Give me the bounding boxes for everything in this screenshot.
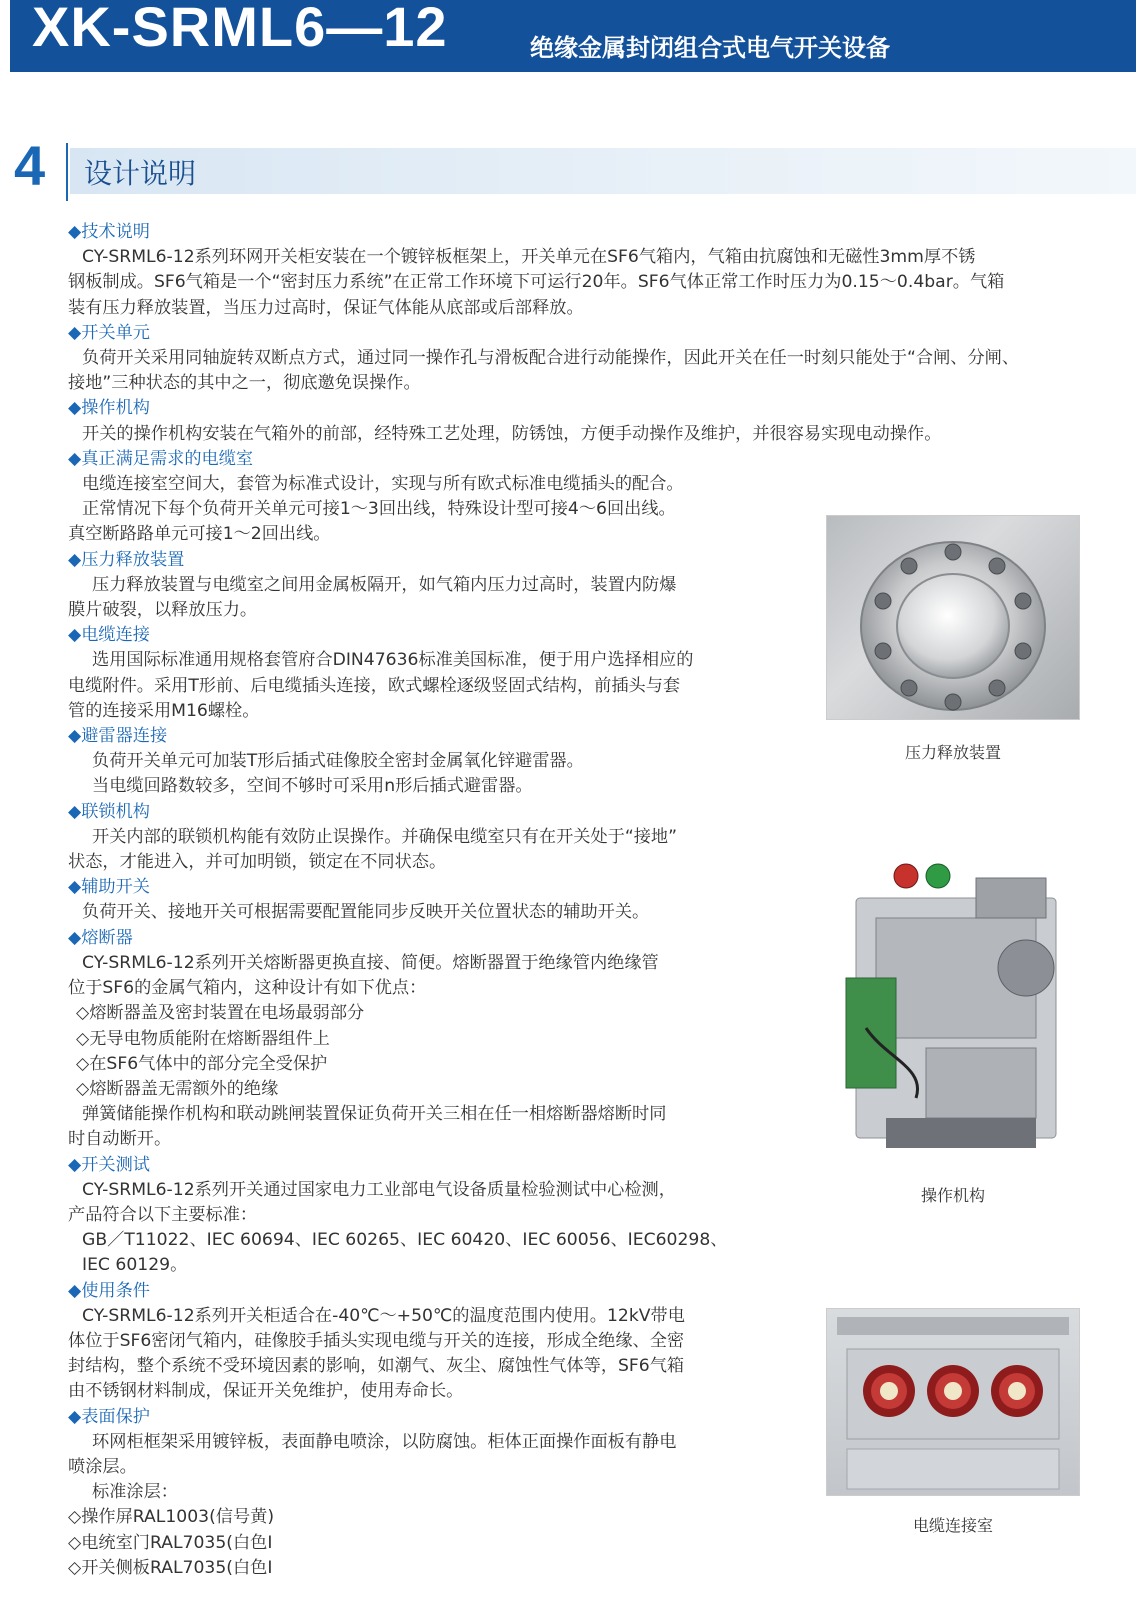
list-item: ◇操作屏RAL1003(信号黄) [68, 1507, 275, 1528]
paragraph-line: 由不锈钢材料制成，保证开关免维护，使用寿命长。 [68, 1381, 464, 1402]
heading-surface: ◆表面保护 [68, 1406, 150, 1427]
heading-interlock: ◆联锁机构 [68, 801, 150, 822]
paragraph-line: 管的连接采用M16螺栓。 [68, 700, 260, 721]
list-item: ◇熔断器盖无需额外的绝缘 [76, 1078, 279, 1099]
paragraph-line: CY-SRML6-12系列环网开关柜安装在一个镀锌板框架上，开关单元在SF6气箱内，气箱由抗腐蚀和无磁性3mm厚不锈 [82, 247, 976, 268]
product-model: XK-SRML6—12 [32, 0, 448, 58]
section-number: 4 [14, 134, 46, 197]
paragraph-line: 接地”三种状态的其中之一，彻底邀免误操作。 [68, 373, 421, 394]
figure-caption: 操作机构 [920, 1186, 985, 1205]
paragraph-line: 选用国际标准通用规格套管府合DIN47636标准美国标准，便于用户选择相应的 [92, 650, 694, 671]
list-item: ◇电统室门RAL7035(白色I [68, 1532, 273, 1553]
list-item: ◇在SF6气体中的部分完全受保护 [76, 1053, 328, 1074]
paragraph-line: 负荷开关单元可加装T形后插式硅像胶全密封金属氧化锌避雷器。 [92, 751, 584, 772]
paragraph-line: IEC 60129。 [82, 1255, 188, 1276]
paragraph-line: 喷涂层。 [68, 1456, 137, 1477]
section-bar [70, 148, 1136, 194]
paragraph-line: 开关内部的联锁机构能有效防止误操作。并确保电缆室只有在开关处于“接地” [92, 826, 677, 847]
figure-caption: 电缆连接室 [912, 1516, 993, 1535]
heading-switch-unit: ◆开关单元 [68, 322, 150, 343]
figure-caption: 压力释放装置 [904, 743, 1001, 762]
paragraph-line: 产品符合以下主要标准： [68, 1204, 258, 1225]
cable-room-photo [826, 1308, 1080, 1496]
heading-cable-room: ◆真正满足需求的电缆室 [68, 448, 254, 469]
paragraph-line: 当电缆回路数较多，空间不够时可采用n形后插式避雷器。 [92, 776, 533, 797]
content-column [68, 220, 1020, 1581]
paragraph-line: GB／T11022、IEC 60694、IEC 60265、IEC 60420、IEC 60056、IEC60298、 [82, 1230, 728, 1251]
paragraph-line: 封结构，整个系统不受环境因素的影响，如潮气、灰尘、腐蚀性气体等，SF6气箱 [68, 1356, 685, 1377]
paragraph-line: 钢板制成。SF6气箱是一个“密封压力系统”在正常工作环境下可运行20年。SF6气体正常工作时压力为0.15～0.4bar。气箱 [68, 272, 1005, 293]
paragraph-line: CY-SRML6-12系列开关柜适合在-40℃～+50℃的温度范围内使用。12kV带电 [82, 1305, 685, 1326]
paragraph-line: 标准涂层： [92, 1482, 178, 1503]
paragraph-line: 体位于SF6密闭气箱内，硅像胶手插头实现电缆与开关的连接，形成全绝缘、全密 [68, 1330, 685, 1351]
pressure-relief-photo [826, 515, 1080, 720]
paragraph-line: 负荷开关采用同轴旋转双断点方式，通过同一操作孔与滑板配合进行动能操作，因此开关在任一时刻只能处于“合闸、分闸、 [82, 348, 1020, 369]
heading-conditions: ◆使用条件 [68, 1280, 150, 1301]
paragraph-line: 状态，才能进入，并可加明锁，锁定在不同状态。 [68, 852, 447, 873]
paragraph-line: 正常情况下每个负荷开关单元可接1～3回出线，特殊设计型可接4～6回出线。 [82, 499, 676, 520]
paragraph-line: 开关的操作机构安装在气箱外的前部，经特殊工艺处理，防锈蚀，方便手动操作及维护，并很容易实现电动操作。 [82, 423, 942, 444]
paragraph-line: 膜片破裂，以释放压力。 [68, 600, 258, 621]
page-header [10, 0, 1136, 72]
product-subtitle: 绝缘金属封闭组合式电气开关设备 [530, 34, 890, 62]
paragraph-line: 弹簧储能操作机构和联动跳闸装置保证负荷开关三相在任一相熔断器熔断时同 [82, 1104, 667, 1125]
paragraph-line: 电缆连接室空间大，套管为标准式设计，实现与所有欧式标准电缆插头的配合。 [82, 474, 684, 495]
heading-arrester: ◆避雷器连接 [68, 726, 168, 747]
paragraph-line: CY-SRML6-12系列开关通过国家电力工业部电气设备质量检验测试中心检测， [82, 1179, 676, 1200]
heading-tech: ◆技术说明 [68, 222, 150, 242]
paragraph-line: 位于SF6的金属气箱内，这种设计有如下优点： [68, 978, 427, 999]
paragraph-line: 压力释放装置与电缆室之间用金属板隔开，如气箱内压力过高时，装置内防爆 [92, 574, 677, 595]
section-title: 设计说明 [84, 157, 197, 190]
paragraph-line: 电缆附件。采用T形前、后电缆插头连接，欧式螺栓逐级竖固式结构，前插头与套 [68, 675, 681, 696]
heading-testing: ◆开关测试 [68, 1154, 150, 1175]
heading-cable-connection: ◆电缆连接 [68, 625, 150, 646]
paragraph-line: 装有压力释放装置，当压力过高时，保证气体能从底部或后部释放。 [68, 297, 584, 318]
heading-mechanism: ◆操作机构 [68, 398, 150, 419]
list-item: ◇熔断器盖及密封装置在电场最弱部分 [76, 1003, 365, 1024]
heading-aux-switch: ◆辅助开关 [68, 877, 150, 898]
list-item: ◇开关侧板RAL7035(白色I [68, 1557, 273, 1578]
paragraph-line: 负荷开关、接地开关可根据需要配置能同步反映开关位置状态的辅助开关。 [82, 902, 650, 923]
list-item: ◇无导电物质能附在熔断器组件上 [76, 1028, 330, 1049]
section-divider [66, 143, 68, 201]
heading-fuse: ◆熔断器 [68, 927, 133, 948]
paragraph-line: 环网柜框架采用镀锌板，表面静电喷涂，以防腐蚀。柜体正面操作面板有静电 [92, 1431, 677, 1452]
paragraph-line: 时自动断开。 [68, 1129, 172, 1150]
paragraph-line: CY-SRML6-12系列开关熔断器更换直接、简便。熔断器置于绝缘管内绝缘管 [82, 952, 659, 973]
heading-pressure-relief: ◆压力释放装置 [68, 549, 185, 570]
paragraph-line: 真空断路路单元可接1～2回出线。 [68, 524, 331, 545]
operating-mechanism-photo [826, 858, 1078, 1158]
